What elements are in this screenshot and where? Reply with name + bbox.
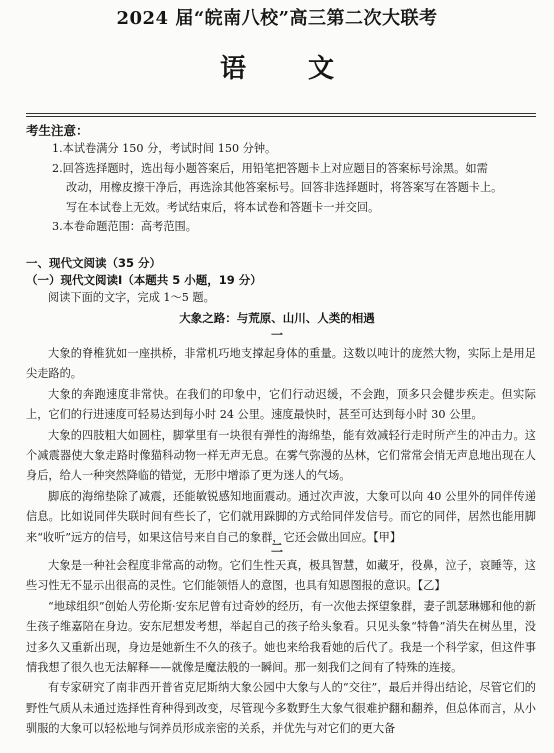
paragraph: “地球组织”创始人劳伦斯·安东尼曾有过奇妙的经历，有一次他去探望象群，妻子凯瑟琳娜和他的新生孩子维嘉陪在身边。安东尼想发考想，举起自己的孩子给头象看。只见头象“特鲁”消失在树丛里，没过多久又重新出现，身边是她新生不久的孩子。她也来给我看她的后代了。我是一个科学家，但这件事情我想了很久也无法解释——就像是魔法般的一瞬间。那一刻我们之间有了特殊的连接。 [26, 599, 536, 675]
notice-item-line: 写在本试卷上无效。考试结束后，将本试卷和答题卡一并交回。 [66, 200, 380, 214]
notice-item [52, 139, 540, 159]
article-part-two [26, 556, 536, 740]
notice-list [52, 139, 540, 237]
notice-item-line: 2.回答选择题时，选出每小题答案后，用铅笔把答题卡上对应题目的答案标号涂黑。如需 [52, 161, 488, 175]
notice-item-line: 3.本卷命题范围：高考范围。 [52, 220, 197, 234]
notice-item-line: 改动，用橡皮擦干净后，再选涂其他答案标号。回答非选择题时，将答案写在答题卡上。 [66, 181, 503, 195]
section-title: 一、现代文阅读（35 分） [26, 256, 162, 270]
header-divider-bottom [26, 116, 536, 117]
paragraph: 大象的奔跑速度非常快。在我们的印象中，它们行动迟缓，不会跑，顶多只会健步疾走。但实际上，它们的行进速度可轻易达到每小时 24 公里。速度最快时，甚至可达到每小时 30 公里。 [26, 387, 536, 422]
part-mark-two: 二 [270, 541, 283, 555]
notice-item-line: 1.本试卷满分 150 分，考试时间 150 分钟。 [52, 142, 277, 155]
part-mark-one: 一 [270, 328, 283, 342]
notice-heading: 考生注意： [26, 123, 89, 138]
notice-item [52, 159, 540, 218]
paragraph: 大象的四肢粗大如圆柱，脚掌里有一块很有弹性的海绵垫，能有效减轻行走时所产生的冲击力。这个减震器使大象走路时像猫科动物一样无声无息。在雾气弥漫的丛林，它们常常会悄无声息地出现在人身后，给人一种突然降临的错觉，无形中增添了更为迷人的气场。 [26, 428, 536, 483]
article-part-one [26, 344, 536, 548]
header-divider-top [26, 113, 536, 114]
reading-instruction: 阅读下面的文字，完成 1～5 题。 [48, 291, 215, 304]
paragraph: 有专家研究了南非西开普省克尼斯纳大象公园中大象与人的“交往”，最后并得出结论，尽管它们的野性气质从未通过选择性育种得到改变，尽管现今多数野生大象气很难护翻和翻养，但总体而言，从小驯服的大象可以轻松地与饲养员形成亲密的关系，并优先与对它们的更大备 [26, 681, 536, 736]
notice-item [52, 217, 540, 237]
paragraph: 脚底的海绵垫除了减震，还能敏锐感知地面震动。通过次声波，大象可以向 40 公里外的同伴传递信息。比如说同伴失联时间有些长了，它们就用跺脚的方式给同伴发信号。而它的同伴，居然也能用脚来“收听”远方的信号，如果这信号来自自己的象群，它还会做出回应。【甲】 [26, 489, 536, 544]
exam-title: 2024 届“皖南八校”高三第二次大联考 [116, 8, 438, 29]
subsection-title: （一）现代文阅读Ⅰ（本题共 5 小题，19 分） [26, 273, 262, 287]
article-title: 大象之路：与荒原、山川、人类的相遇 [179, 311, 375, 325]
paragraph: 大象是一种社会程度非常高的动物。它们生性天真，极具智慧，如藏牙，役鼻，泣子，哀睡等，这些习性无不显示出很高的灵性。它们能领悟人的意图，也具有知恩图报的意识。【乙】 [26, 559, 536, 593]
subject-title: 语文 [219, 54, 396, 84]
paragraph: 大象的脊椎犹如一座拱桥，非常机巧地支撑起身体的重量。这数以吨计的庞然大物，实际上是用足尖走路的。 [26, 347, 536, 381]
